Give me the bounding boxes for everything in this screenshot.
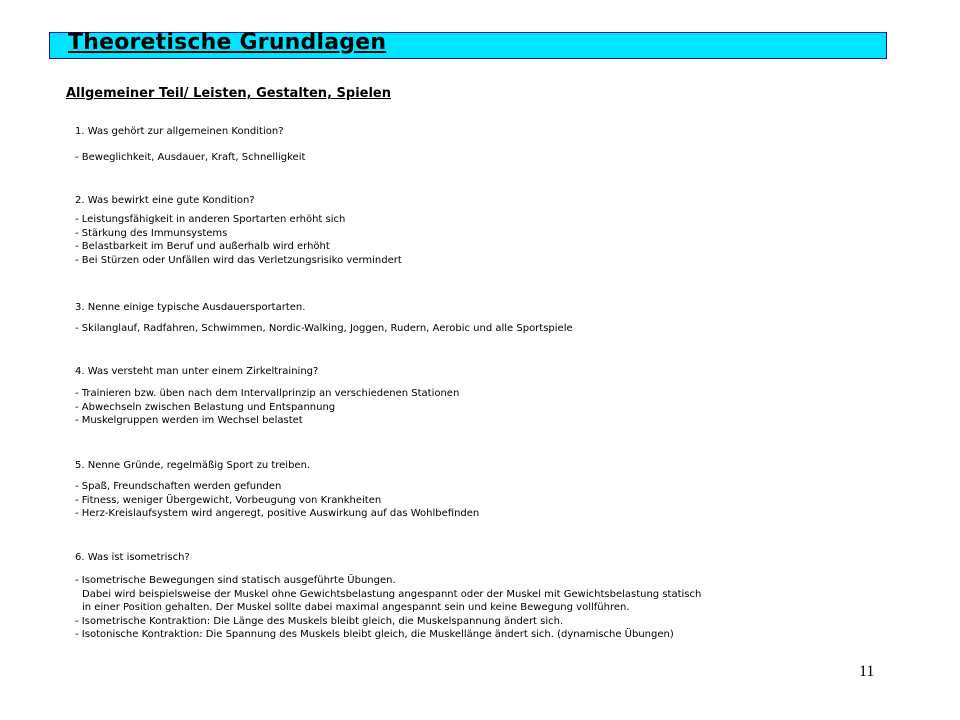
section-subtitle: Allgemeiner Teil/ Leisten, Gestalten, Spielen xyxy=(66,86,391,101)
answer-line: - Trainieren bzw. üben nach dem Intervallprinzip an verschiedenen Stationen xyxy=(75,388,460,399)
answer-line: - Skilanglauf, Radfahren, Schwimmen, Nordic-Walking, Joggen, Rudern, Aerobic und alle Sportspiele xyxy=(75,323,573,334)
answer-line: in einer Position gehalten. Der Muskel sollte dabei maximal angespannt sein und keine Bewegung vollführen. xyxy=(82,602,630,614)
answer-block-4 xyxy=(75,387,459,428)
question-1: 1. Was gehört zur allgemeinen Kondition? xyxy=(75,126,284,137)
answer-block-5 xyxy=(75,480,479,521)
answer-line: - Isometrische Kontraktion: Die Länge des Muskels bleibt gleich, die Muskelspannung ändert sich. xyxy=(75,615,564,627)
answer-line: - Bei Stürzen oder Unfällen wird das Verletzungsrisiko vermindert xyxy=(75,254,402,266)
question-2: 2. Was bewirkt eine gute Kondition? xyxy=(75,195,255,206)
answer-line: Dabei wird beispielsweise der Muskel ohne Gewichtsbelastung angespannt oder der Muskel mit Gewichtsbelastung statisch xyxy=(82,588,702,600)
answer-line: - Abwechseln zwischen Belastung und Entspannung xyxy=(75,401,336,413)
answer-block-1 xyxy=(75,151,305,165)
answer-block-6 xyxy=(75,574,701,642)
answer-line: - Spaß, Freundschaften werden gefunden xyxy=(75,481,282,492)
title-bar xyxy=(49,32,887,59)
answer-line: - Beweglichkeit, Ausdauer, Kraft, Schnelligkeit xyxy=(75,152,306,163)
question-3: 3. Nenne einige typische Ausdauersportarten. xyxy=(75,302,306,313)
answer-line: - Leistungsfähigkeit in anderen Sportarten erhöht sich xyxy=(75,214,346,225)
question-4: 4. Was versteht man unter einem Zirkeltraining? xyxy=(75,366,319,377)
answer-line: - Belastbarkeit im Beruf und außerhalb wird erhöht xyxy=(75,241,330,253)
answer-line: - Isotonische Kontraktion: Die Spannung des Muskels bleibt gleich, die Muskellänge ändert sich. (dynamische Übungen) xyxy=(75,629,674,641)
answer-line: - Muskelgruppen werden im Wechsel belastet xyxy=(75,415,303,427)
page-number: 11 xyxy=(859,663,875,680)
answer-line: - Isometrische Bewegungen sind statisch ausgeführte Übungen. xyxy=(75,575,396,586)
answer-block-2 xyxy=(75,213,402,267)
question-6: 6. Was ist isometrisch? xyxy=(75,552,190,563)
answer-line: - Stärkung des Immunsystems xyxy=(75,227,228,239)
answer-block-3 xyxy=(75,322,573,336)
question-5: 5. Nenne Gründe, regelmäßig Sport zu treiben. xyxy=(75,460,311,471)
page-title: Theoretische Grundlagen xyxy=(68,30,387,55)
answer-line: - Fitness, weniger Übergewicht, Vorbeugung von Krankheiten xyxy=(75,494,382,506)
answer-line: - Herz-Kreislaufsystem wird angeregt, positive Auswirkung auf das Wohlbefinden xyxy=(75,508,480,520)
